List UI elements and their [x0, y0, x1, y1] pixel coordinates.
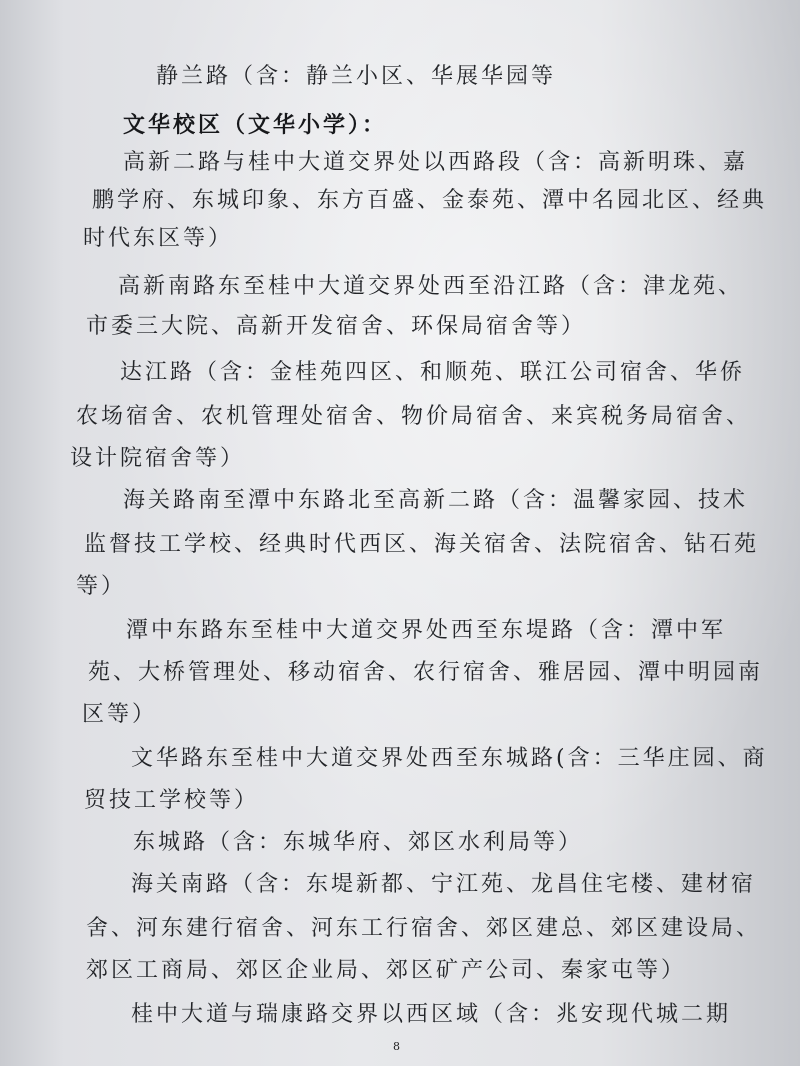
text-line: 鹏学府、东城印象、东方百盛、金泰苑、潭中名园北区、经典 [92, 188, 768, 213]
text-line: 苑、大桥管理处、移动宿舍、农行宿舍、雅居园、潭中明园南 [88, 660, 764, 685]
text-line: 桂中大道与瑞康路交界以西区域（含：兆安现代城二期 [131, 1002, 732, 1027]
section-heading: 文华校区（文华小学）： [123, 112, 388, 138]
text-line: 贸技工学校等） [84, 788, 260, 813]
text-line: 郊区工商局、郊区企业局、郊区矿产公司、秦家屯等） [86, 958, 687, 983]
text-line: 农场宿舍、农机管理处宿舍、物价局宿舍、来宾税务局宿舍、 [76, 404, 752, 429]
text-line: 东城路（含：东城华府、郊区水利局等） [133, 830, 584, 855]
text-line: 海关南路（含：东堤新都、宁江苑、龙昌住宅楼、建材宿 [131, 872, 757, 897]
text-line: 监督技工学校、经典时代西区、海关宿舍、法院宿舍、钻石苑 [84, 532, 760, 557]
text-line: 达江路（含：金桂苑四区、和顺苑、联江公司宿舍、华侨 [120, 360, 746, 385]
text-line: 静兰路（含：静兰小区、华展华园等 [156, 64, 557, 89]
text-line: 海关路南至潭中东路北至高新二路（含：温馨家园、技术 [123, 488, 749, 513]
page-number: 8 [393, 1040, 400, 1053]
text-line: 潭中东路东至桂中大道交界处西至东堤路（含：潭中军 [126, 618, 727, 643]
text-line: 高新南路东至桂中大道交界处西至沿江路（含：津龙苑、 [118, 274, 744, 299]
text-line: 文华路东至桂中大道交界处西至东城路(含：三华庄园、商 [131, 746, 768, 771]
text-line: 区等） [82, 702, 158, 727]
text-line: 时代东区等） [83, 226, 234, 251]
text-line: 舍、河东建行宿舍、河东工行宿舍、郊区建总、郊区建设局、 [86, 916, 762, 941]
text-line: 设计院宿舍等） [70, 446, 246, 471]
text-line: 等） [76, 574, 127, 599]
text-line: 高新二路与桂中大道交界处以西路段（含：高新明珠、嘉 [123, 150, 749, 175]
text-line: 市委三大院、高新开发宿舍、环保局宿舍等） [86, 314, 587, 339]
